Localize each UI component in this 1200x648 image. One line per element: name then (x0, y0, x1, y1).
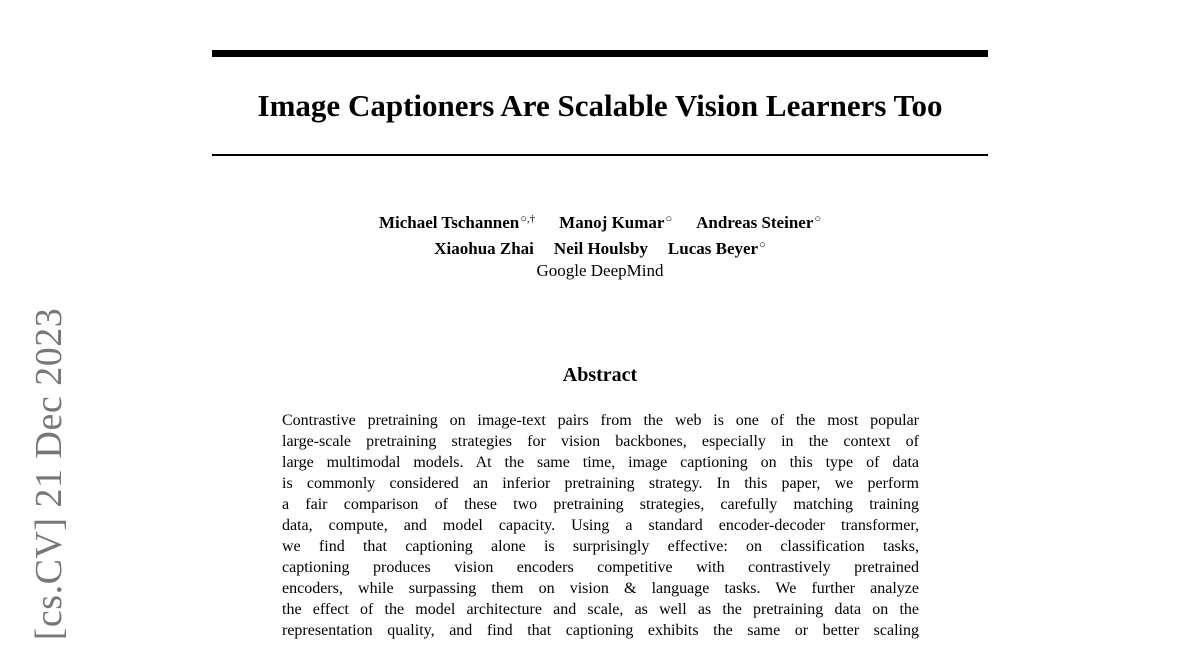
abstract-line: the effect of the model architecture and scale, as well as the pretraining data on the (282, 601, 919, 618)
abstract-heading: Abstract (562, 364, 638, 386)
author-name: Manoj Kumar○ (559, 213, 673, 232)
affiliation-mark: ○ (759, 239, 766, 251)
title-bottom-rule (212, 154, 988, 156)
abstract-line: we find that captioning alone is surprisingly effective: on classification tasks, (282, 538, 919, 555)
abstract-line: large-scale pretraining strategies for vision backbones, especially in the context of (282, 433, 919, 450)
author-name: Andreas Steiner○ (696, 213, 822, 232)
abstract-body (282, 410, 919, 641)
author-name: Lucas Beyer○ (667, 239, 766, 258)
affiliation-mark: ○,† (520, 213, 536, 225)
abstract-line: captioning produces vision encoders competitive with contrastively pretrained (282, 559, 919, 576)
arxiv-watermark: [cs.CV] 21 Dec 2023 (28, 307, 70, 641)
author-line-2 (212, 234, 988, 260)
affiliation-mark: ○ (814, 213, 822, 225)
abstract-line: a fair comparison of these two pretraining strategies, carefully matching training (282, 496, 919, 513)
abstract-line: encoders, while surpassing them on vision & language tasks. We further analyze (282, 580, 919, 597)
affiliation-mark: ○ (665, 213, 673, 225)
author-name: Xiaohua Zhai (434, 239, 534, 258)
author-block (212, 208, 988, 282)
author-name: Neil Houlsby (553, 239, 648, 258)
author-line-1 (212, 208, 988, 234)
author-name: Michael Tschannen○,† (378, 213, 536, 232)
abstract-line: large multimodal models. At the same time, image captioning on this type of data (282, 454, 919, 471)
abstract-line: is commonly considered an inferior pretraining strategy. In this paper, we perform (282, 475, 919, 492)
affiliation: Google DeepMind (536, 261, 664, 280)
abstract-line: representation quality, and find that captioning exhibits the same or better scaling (282, 622, 919, 639)
title-top-rule (212, 50, 988, 57)
abstract-line: data, compute, and model capacity. Using a standard encoder-decoder transformer, (282, 517, 919, 534)
paper-title: Image Captioners Are Scalable Vision Learners Too (257, 88, 943, 123)
abstract-line: Contrastive pretraining on image-text pairs from the web is one of the most popular (282, 412, 919, 429)
